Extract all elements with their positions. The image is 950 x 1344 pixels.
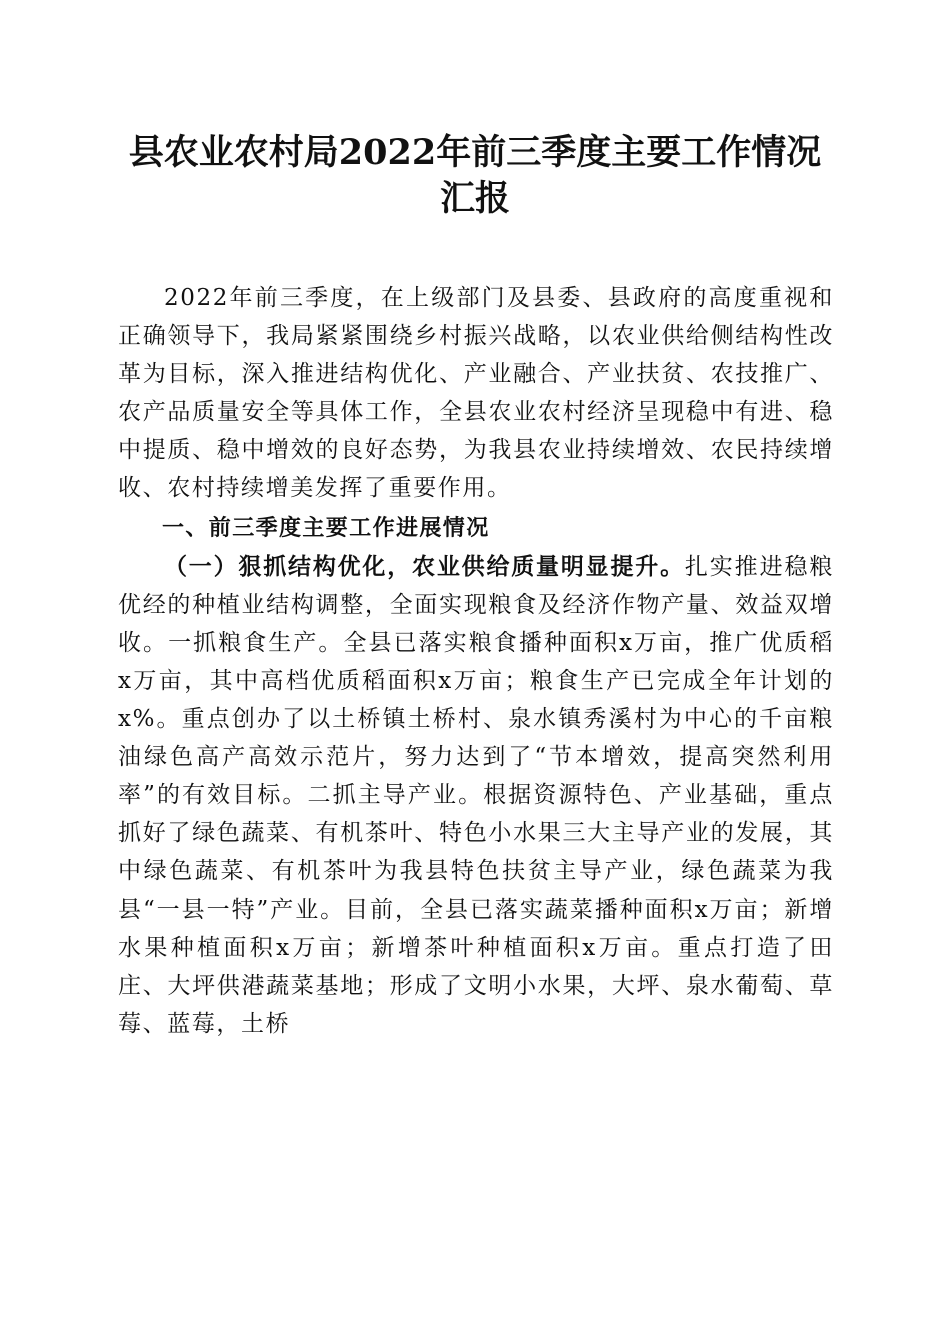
intro-paragraph: 2022年前三季度，在上级部门及县委、县政府的高度重视和正确领导下，我局紧紧围绕乡村振兴战略，以农业供给侧结构性改革为目标，深入推进结构优化、产业融合、产业扶贫、农技推广、农产品质量安全等具体工作，全县农业农村经济呈现稳中有进、稳中提质、稳中增效的良好态势，为我县农业持续增效、农民持续增收、农村持续增美发挥了重要作用。 <box>118 285 834 502</box>
document-body <box>118 279 834 1043</box>
subsection-body: 扎实推进稳粮优经的种植业结构调整，全面实现粮食及经济作物产量、效益双增收。一抓粮食生产。全县已落实粮食播种面积x万亩，推广优质稻x万亩，其中高档优质稻面积x万亩；粮食生产已完成全年计划的x%。重点创办了以土桥镇土桥村、泉水镇秀溪村为中心的千亩粮油绿色高产高效示范片，努力达到了“节本增效，提高突然利用率”的有效目标。二抓主导产业。根据资源特色、产业基础，重点抓好了绿色蔬菜、有机茶叶、特色小水果三大主导产业的发展，其中绿色蔬菜、有机茶叶为我县特色扶贫主导产业，绿色蔬菜为我县“一县一特”产业。目前，全县已落实蔬菜播种面积x万亩；新增水果种植面积x万亩；新增茶叶种植面积x万亩。重点打造了田庄、大坪供港蔬菜基地；形成了文明小水果，大坪、泉水葡萄、草莓、蓝莓，土桥 <box>118 553 834 1037</box>
document-title <box>100 130 850 222</box>
subsection-paragraph <box>118 548 834 1043</box>
title-line-2: 汇报 <box>439 178 510 219</box>
section-heading: 一、前三季度主要工作进展情况 <box>162 515 490 541</box>
subsection-lead: （一）狠抓结构优化，农业供给质量明显提升。 <box>164 553 685 580</box>
title-line-1: 县农业农村局2022年前三季度主要工作情况 <box>128 132 822 173</box>
